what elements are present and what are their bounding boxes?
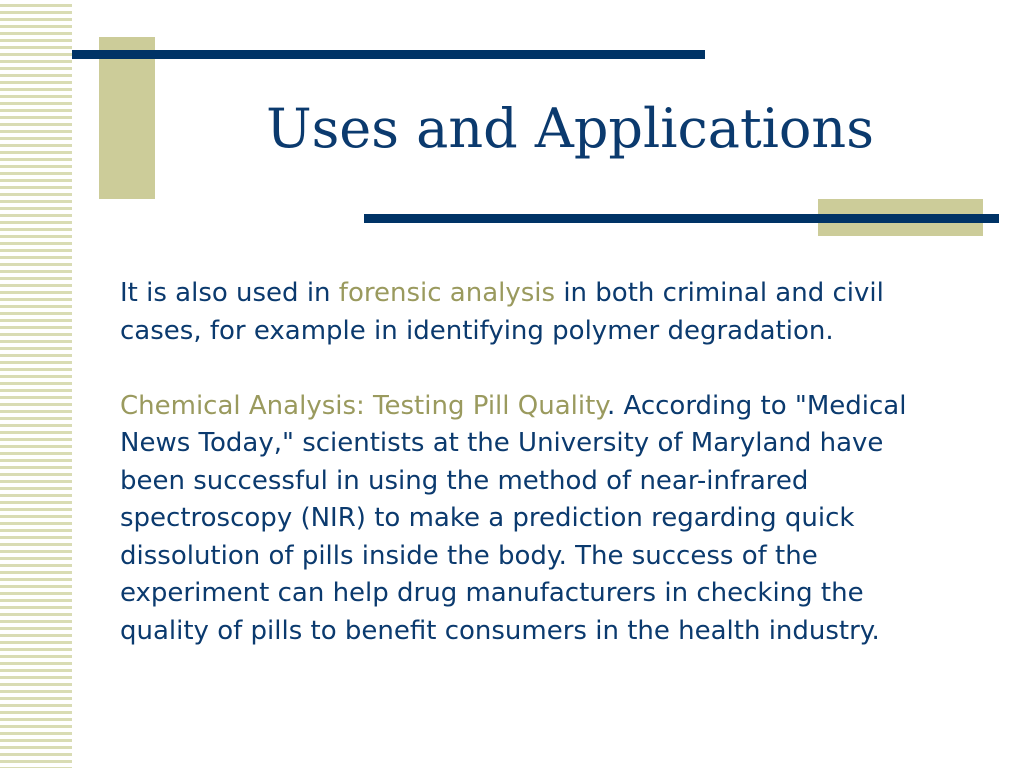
slide-title: Uses and Applications	[266, 97, 874, 160]
paragraph-forensic-lead: It is also used in	[120, 278, 339, 308]
left-stripe-decoration	[0, 0, 72, 768]
paragraph-pill-quality	[120, 388, 950, 651]
chemical-analysis-link[interactable]: Chemical Analysis: Testing Pill Quality	[120, 390, 607, 421]
paragraph-forensic-rest: in both criminal and civil cases, for example in identifying polymer degradation.	[120, 278, 884, 346]
paragraph-pill-quality-rest: . According to "Medical News Today," scientists at the University of Maryland have been successful in using the method of near-infrared spectroscopy (NIR) to make a prediction regarding quick dissolution of pills inside the body. The success of the experiment can help drug manufacturers in checking the quality of pills to benefit consumers in the health industry.	[120, 390, 907, 646]
paragraph-spacer	[120, 350, 950, 388]
decorative-block-top	[99, 37, 155, 199]
slide-body	[120, 275, 950, 650]
forensic-analysis-link[interactable]: forensic analysis	[338, 278, 556, 308]
paragraph-forensic	[120, 275, 950, 350]
title-rule-top	[72, 50, 705, 59]
title-rule-bottom	[364, 214, 999, 223]
